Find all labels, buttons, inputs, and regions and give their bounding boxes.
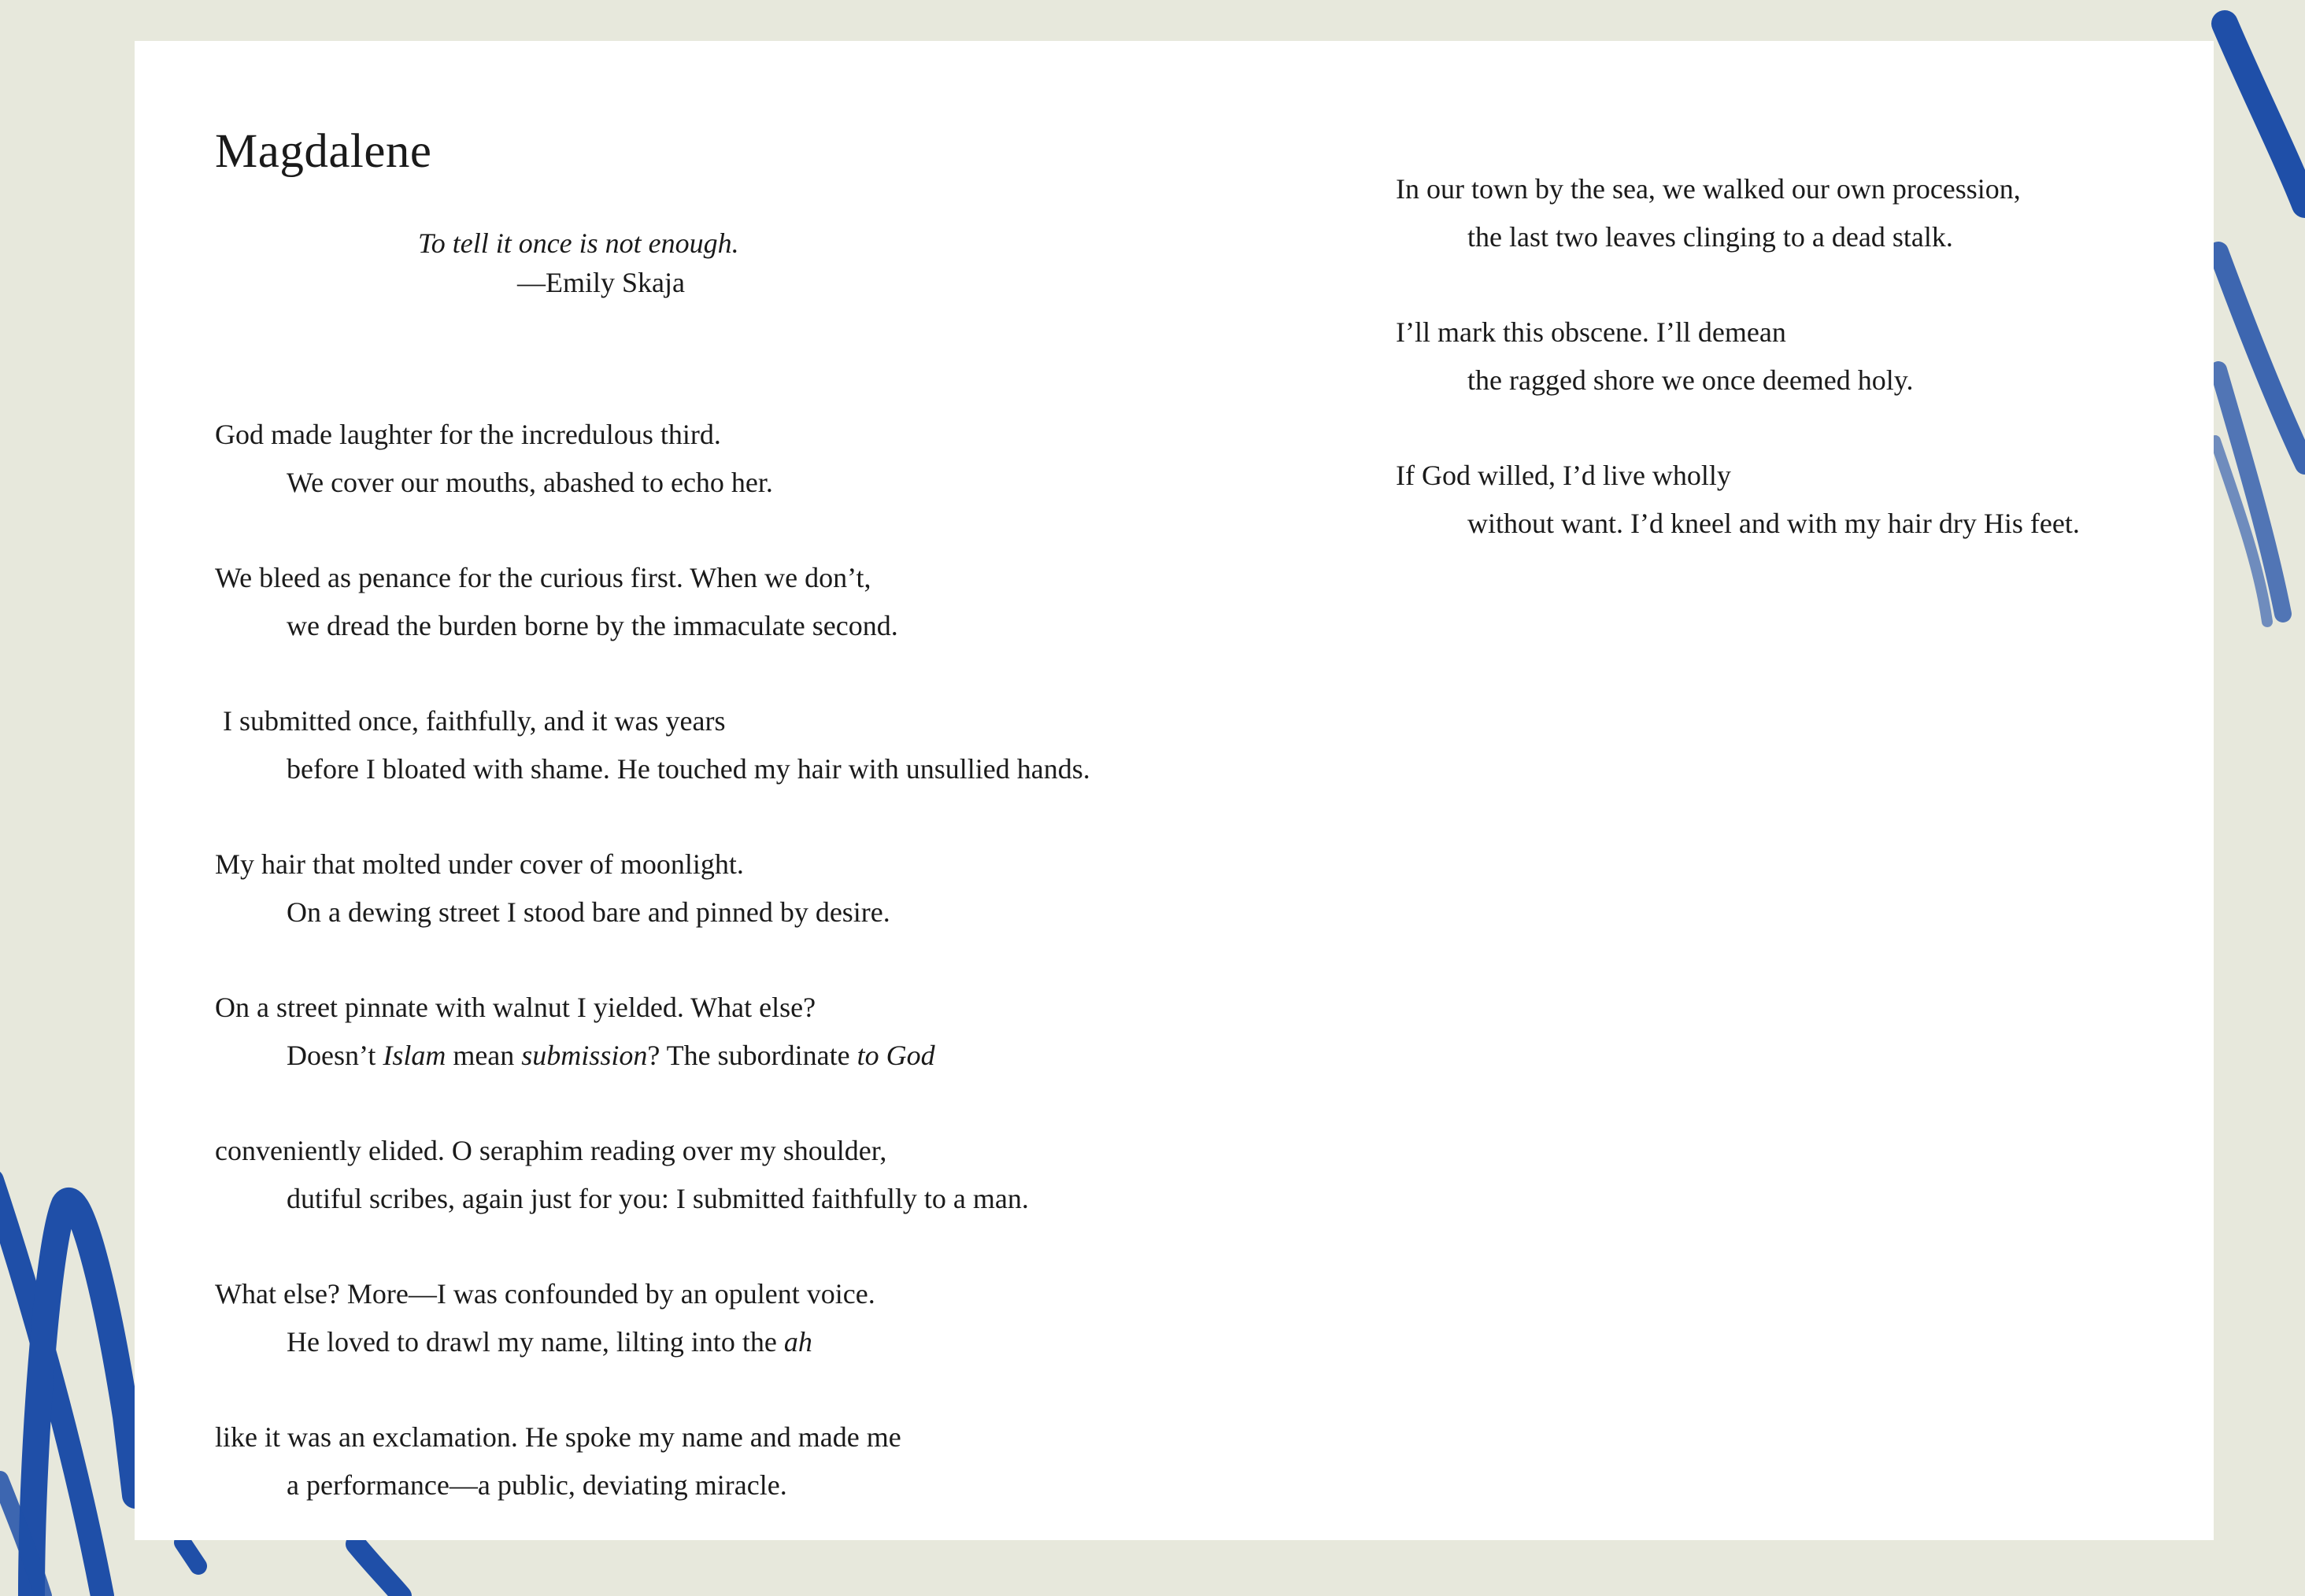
stanza: [1396, 452, 2080, 548]
poem-line-indented: a performance—a public, deviating miracle.: [287, 1469, 787, 1501]
poem-page: [135, 41, 2214, 1540]
poem-line: My hair that molted under cover of moonlight.: [215, 848, 744, 880]
italic-text: Islam: [383, 1040, 446, 1071]
poem-line: conveniently elided. O seraphim reading over my shoulder,: [215, 1135, 887, 1166]
line-text: He loved to drawl my name, lilting into the: [287, 1326, 784, 1358]
brush-stroke-bottom-1: [183, 1542, 198, 1566]
stanza: [215, 840, 1090, 937]
poem-line: like it was an exclamation. He spoke my name and made me: [215, 1421, 901, 1453]
stanza: [215, 411, 1090, 507]
poem-line-indented: dutiful scribes, again just for you: I submitted faithfully to a man.: [287, 1183, 1029, 1214]
poem-line-indented: we dread the burden borne by the immaculate second.: [287, 610, 898, 641]
poem-line-indented: We cover our mouths, abashed to echo her.: [287, 467, 773, 498]
stanza: [1396, 308, 2080, 405]
poem-line: What else? More—I was confounded by an opulent voice.: [215, 1278, 875, 1310]
poem-line: On a street pinnate with walnut I yielded. What else?: [215, 992, 816, 1023]
epigraph-quote: To tell it once is not enough.: [418, 227, 739, 259]
italic-text: ah: [783, 1326, 812, 1358]
brush-stroke-top-right: [2225, 24, 2305, 205]
line-text: Doesn’t: [287, 1040, 383, 1071]
poem-line: In our town by the sea, we walked our own procession,: [1396, 173, 2021, 205]
poem-line-indented: the ragged shore we once deemed holy.: [1467, 364, 1914, 396]
stanza: [215, 984, 1090, 1080]
stanza: [1396, 165, 2080, 261]
epigraph: [418, 224, 739, 302]
line-text: ? The subordinate: [647, 1040, 857, 1071]
right-stanzas: [1396, 165, 2080, 595]
poem-line: If God willed, I’d live wholly: [1396, 460, 1731, 491]
poem-line-indented: before I bloated with shame. He touched my hair with unsullied hands.: [287, 753, 1090, 785]
line-text: mean: [446, 1040, 522, 1071]
left-stanzas: [215, 411, 1090, 1557]
poem-line-indented: [215, 1032, 1090, 1080]
stanza: [215, 1127, 1090, 1223]
poem-title: Magdalene: [215, 125, 432, 178]
italic-text: submission: [521, 1040, 648, 1071]
poem-line-indented: On a dewing street I stood bare and pinned by desire.: [287, 896, 890, 928]
poem-line: God made laughter for the incredulous third.: [215, 419, 721, 450]
stanza: [215, 1413, 1090, 1509]
poem-line: We bleed as penance for the curious first. When we don’t,: [215, 562, 871, 593]
poem-line: I submitted once, faithfully, and it was years: [223, 705, 726, 737]
poem-line-indented: [215, 1318, 1090, 1366]
poem-line-indented: without want. I’d kneel and with my hair dry His feet.: [1467, 508, 2080, 539]
poem-line: I’ll mark this obscene. I’ll demean: [1396, 316, 1786, 348]
poem-line-indented: the last two leaves clinging to a dead stalk.: [1467, 221, 1953, 253]
epigraph-attribution: —Emily Skaja: [517, 267, 685, 298]
italic-text: to God: [857, 1040, 935, 1071]
stanza: [215, 1270, 1090, 1366]
stanza: [215, 554, 1090, 650]
stanza: [215, 697, 1090, 793]
